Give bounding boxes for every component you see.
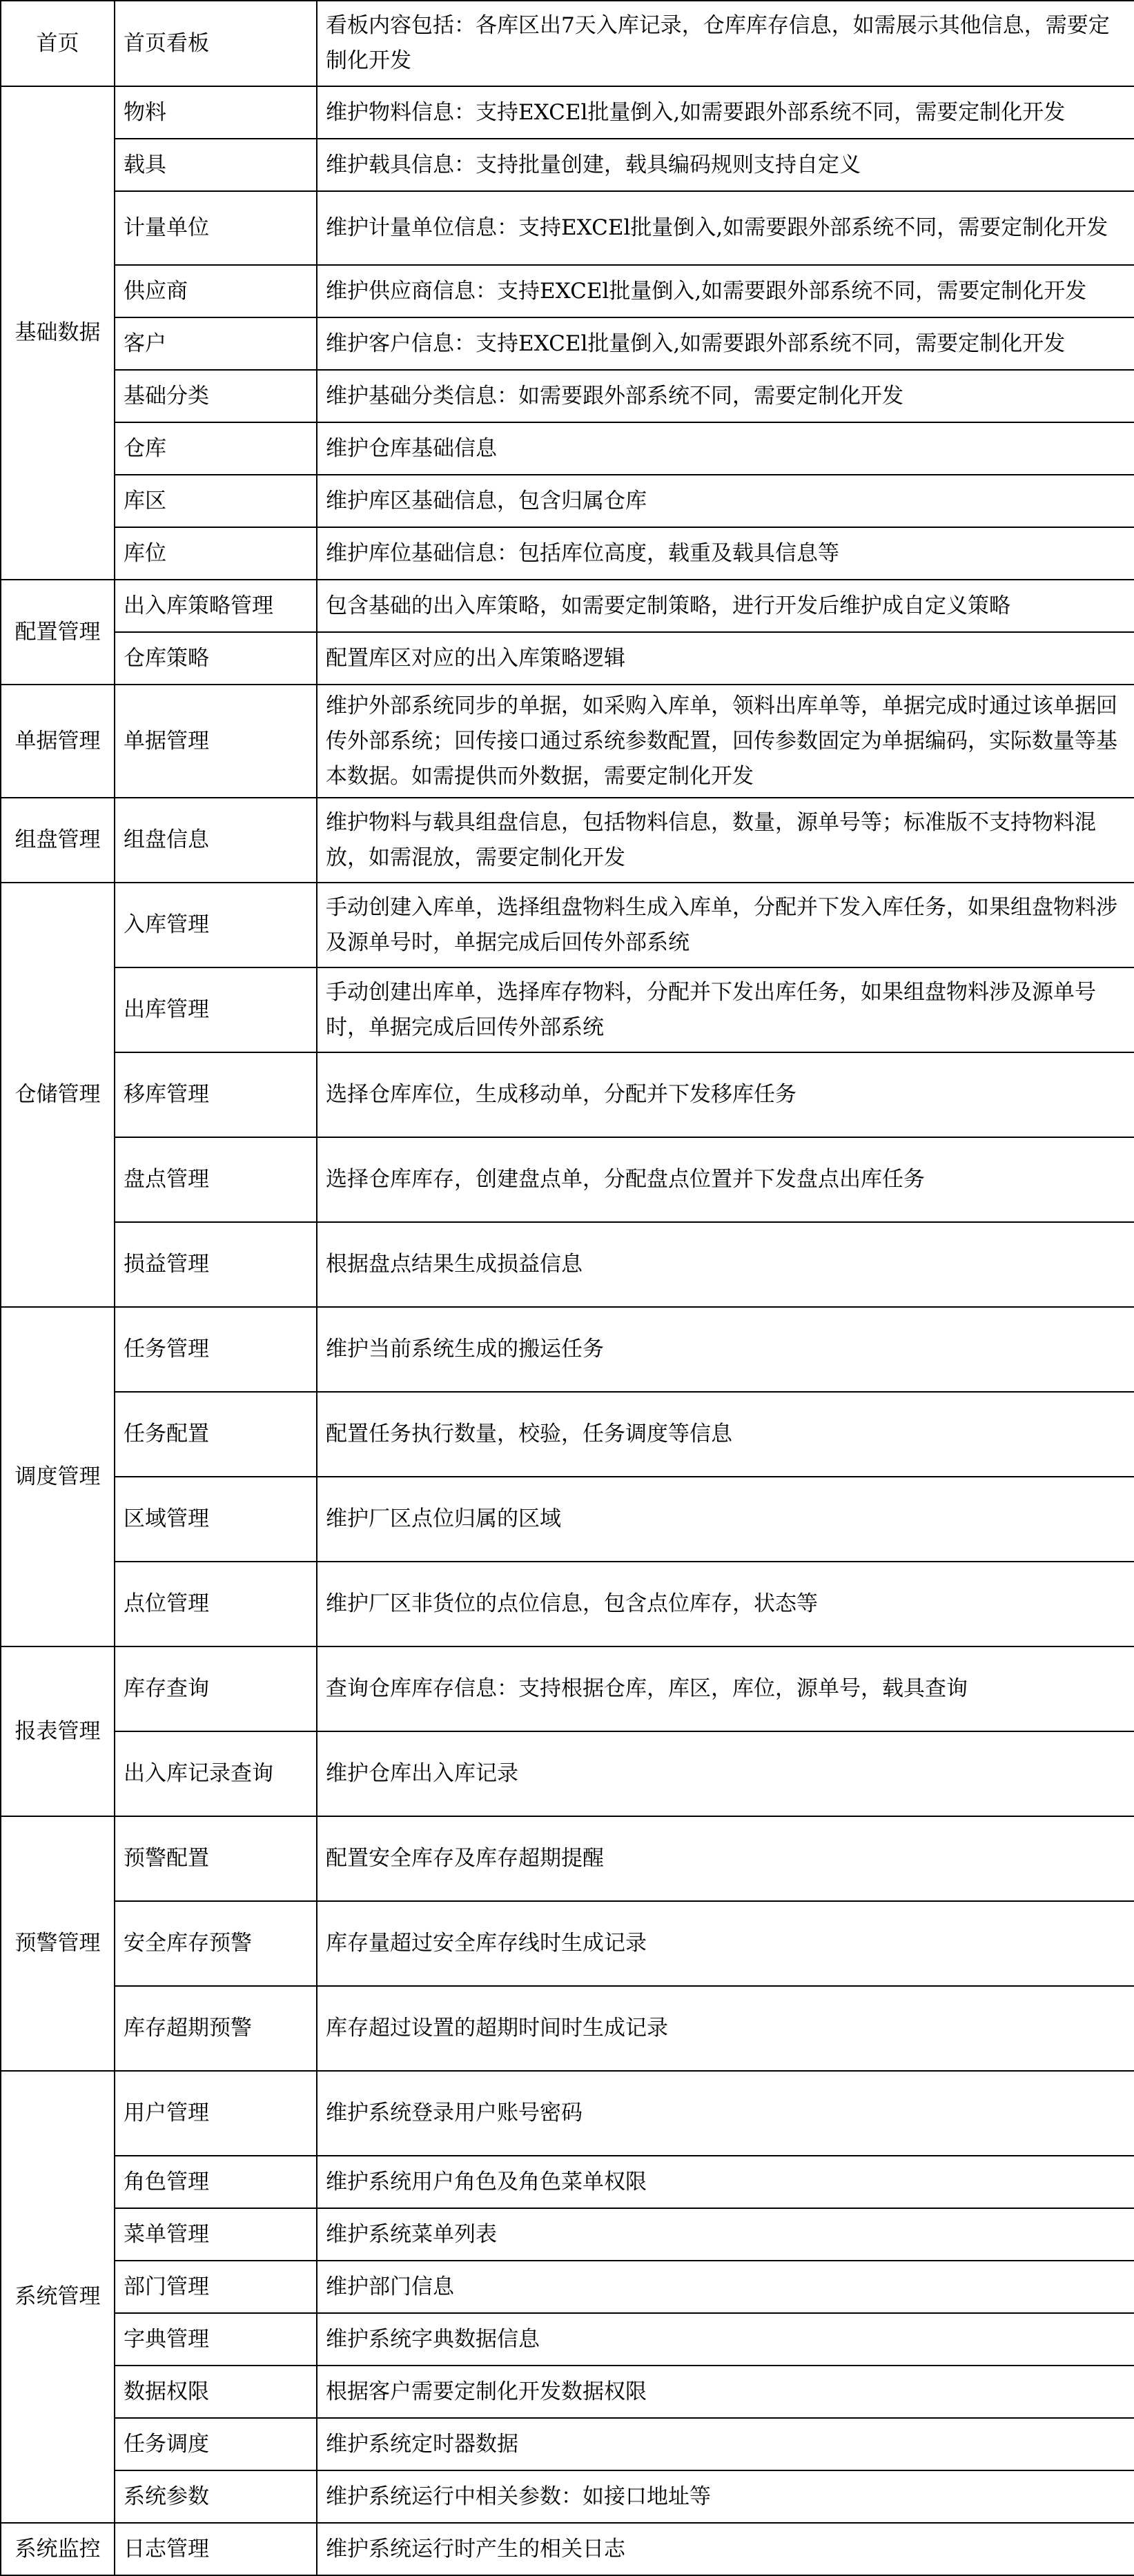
- module-desc: 维护当前系统生成的搬运任务: [317, 1307, 1134, 1392]
- module-desc: 维护系统用户角色及角色菜单权限: [317, 2156, 1134, 2208]
- module-desc: 维护载具信息：支持批量创建，载具编码规则支持自定义: [317, 139, 1134, 191]
- module-name: 组盘信息: [115, 798, 317, 883]
- module-name: 供应商: [115, 265, 317, 317]
- module-desc: 维护部门信息: [317, 2261, 1134, 2313]
- module-desc: 库存量超过安全库存线时生成记录: [317, 1901, 1134, 1986]
- module-desc: 维护库区基础信息，包含归属仓库: [317, 475, 1134, 527]
- module-name: 单据管理: [115, 685, 317, 798]
- module-name: 首页看板: [115, 1, 317, 86]
- module-desc: 维护外部系统同步的单据，如采购入库单，领料出库单等，单据完成时通过该单据回传外部系统；回传接口通过系统参数配置，回传参数固定为单据编码，实际数量等基本数据。如需提供而外数据，需要定制化开发: [317, 685, 1134, 798]
- module-name: 任务管理: [115, 1307, 317, 1392]
- category-cell: 系统监控: [1, 2523, 115, 2575]
- module-desc: 维护基础分类信息：如需要跟外部系统不同，需要定制化开发: [317, 370, 1134, 422]
- module-desc: 根据盘点结果生成损益信息: [317, 1222, 1134, 1307]
- module-name: 安全库存预警: [115, 1901, 317, 1986]
- module-desc: 维护厂区非货位的点位信息，包含点位库存，状态等: [317, 1562, 1134, 1646]
- module-name: 任务调度: [115, 2418, 317, 2470]
- module-name: 库存超期预警: [115, 1986, 317, 2071]
- module-desc: 维护仓库基础信息: [317, 422, 1134, 475]
- module-name: 字典管理: [115, 2313, 317, 2366]
- module-name: 出入库记录查询: [115, 1731, 317, 1816]
- module-desc: 选择仓库库存，创建盘点单，分配盘点位置并下发盘点出库任务: [317, 1137, 1134, 1222]
- module-name: 库位: [115, 527, 317, 580]
- module-desc: 维护物料与载具组盘信息，包括物料信息，数量，源单号等；标准版不支持物料混放，如需混放，需要定制化开发: [317, 798, 1134, 883]
- module-desc: 根据客户需要定制化开发数据权限: [317, 2366, 1134, 2418]
- module-desc: 包含基础的出入库策略，如需要定制策略，进行开发后维护成自定义策略: [317, 580, 1134, 632]
- module-name: 仓库策略: [115, 632, 317, 685]
- module-name: 系统参数: [115, 2470, 317, 2523]
- module-name: 出库管理: [115, 967, 317, 1052]
- category-cell: 首页: [1, 1, 115, 86]
- module-desc: 配置安全库存及库存超期提醒: [317, 1816, 1134, 1901]
- module-name: 移库管理: [115, 1052, 317, 1137]
- module-desc: 手动创建入库单，选择组盘物料生成入库单，分配并下发入库任务，如果组盘物料涉及源单号时，单据完成后回传外部系统: [317, 883, 1134, 967]
- category-cell: 组盘管理: [1, 798, 115, 883]
- module-desc: 维护系统字典数据信息: [317, 2313, 1134, 2366]
- module-desc: 配置库区对应的出入库策略逻辑: [317, 632, 1134, 685]
- module-name: 出入库策略管理: [115, 580, 317, 632]
- module-name: 库存查询: [115, 1646, 317, 1731]
- module-name: 部门管理: [115, 2261, 317, 2313]
- module-desc: 维护系统菜单列表: [317, 2208, 1134, 2261]
- module-name: 任务配置: [115, 1392, 317, 1477]
- module-desc: 库存超过设置的超期时间时生成记录: [317, 1986, 1134, 2071]
- module-name: 日志管理: [115, 2523, 317, 2575]
- module-desc: 维护计量单位信息：支持EXCEl批量倒入,如需要跟外部系统不同，需要定制化开发: [317, 191, 1134, 265]
- module-name: 点位管理: [115, 1562, 317, 1646]
- module-desc: 配置任务执行数量，校验，任务调度等信息: [317, 1392, 1134, 1477]
- category-cell: 仓储管理: [1, 883, 115, 1307]
- category-cell: 单据管理: [1, 685, 115, 798]
- module-name: 菜单管理: [115, 2208, 317, 2261]
- module-name: 预警配置: [115, 1816, 317, 1901]
- category-cell: 预警管理: [1, 1816, 115, 2071]
- module-name: 区域管理: [115, 1477, 317, 1562]
- category-cell: 配置管理: [1, 580, 115, 685]
- module-name: 数据权限: [115, 2366, 317, 2418]
- module-name: 仓库: [115, 422, 317, 475]
- module-desc: 手动创建出库单，选择库存物料，分配并下发出库任务，如果组盘物料涉及源单号时，单据完成后回传外部系统: [317, 967, 1134, 1052]
- module-name: 计量单位: [115, 191, 317, 265]
- module-name: 用户管理: [115, 2071, 317, 2156]
- module-name: 基础分类: [115, 370, 317, 422]
- module-desc: 维护系统运行时产生的相关日志: [317, 2523, 1134, 2575]
- module-desc: 维护系统定时器数据: [317, 2418, 1134, 2470]
- module-name: 库区: [115, 475, 317, 527]
- category-cell: 报表管理: [1, 1646, 115, 1816]
- module-desc: 维护库位基础信息：包括库位高度，载重及载具信息等: [317, 527, 1134, 580]
- category-cell: 基础数据: [1, 86, 115, 580]
- module-desc: 选择仓库库位，生成移动单，分配并下发移库任务: [317, 1052, 1134, 1137]
- module-desc: 维护系统登录用户账号密码: [317, 2071, 1134, 2156]
- module-name: 盘点管理: [115, 1137, 317, 1222]
- category-cell: 系统管理: [1, 2071, 115, 2523]
- module-name: 损益管理: [115, 1222, 317, 1307]
- module-desc: 维护系统运行中相关参数：如接口地址等: [317, 2470, 1134, 2523]
- module-name: 载具: [115, 139, 317, 191]
- module-name: 客户: [115, 317, 317, 370]
- module-name: 物料: [115, 86, 317, 139]
- module-desc: 维护供应商信息：支持EXCEl批量倒入,如需要跟外部系统不同，需要定制化开发: [317, 265, 1134, 317]
- module-name: 入库管理: [115, 883, 317, 967]
- category-cell: 调度管理: [1, 1307, 115, 1646]
- module-desc: 查询仓库库存信息：支持根据仓库，库区，库位，源单号，载具查询: [317, 1646, 1134, 1731]
- module-desc: 维护客户信息：支持EXCEl批量倒入,如需要跟外部系统不同，需要定制化开发: [317, 317, 1134, 370]
- module-desc: 维护物料信息：支持EXCEl批量倒入,如需要跟外部系统不同，需要定制化开发: [317, 86, 1134, 139]
- module-desc: 看板内容包括：各库区出7天入库记录，仓库库存信息，如需展示其他信息，需要定制化开发: [317, 1, 1134, 86]
- module-desc: 维护厂区点位归属的区域: [317, 1477, 1134, 1562]
- module-desc: 维护仓库出入库记录: [317, 1731, 1134, 1816]
- module-name: 角色管理: [115, 2156, 317, 2208]
